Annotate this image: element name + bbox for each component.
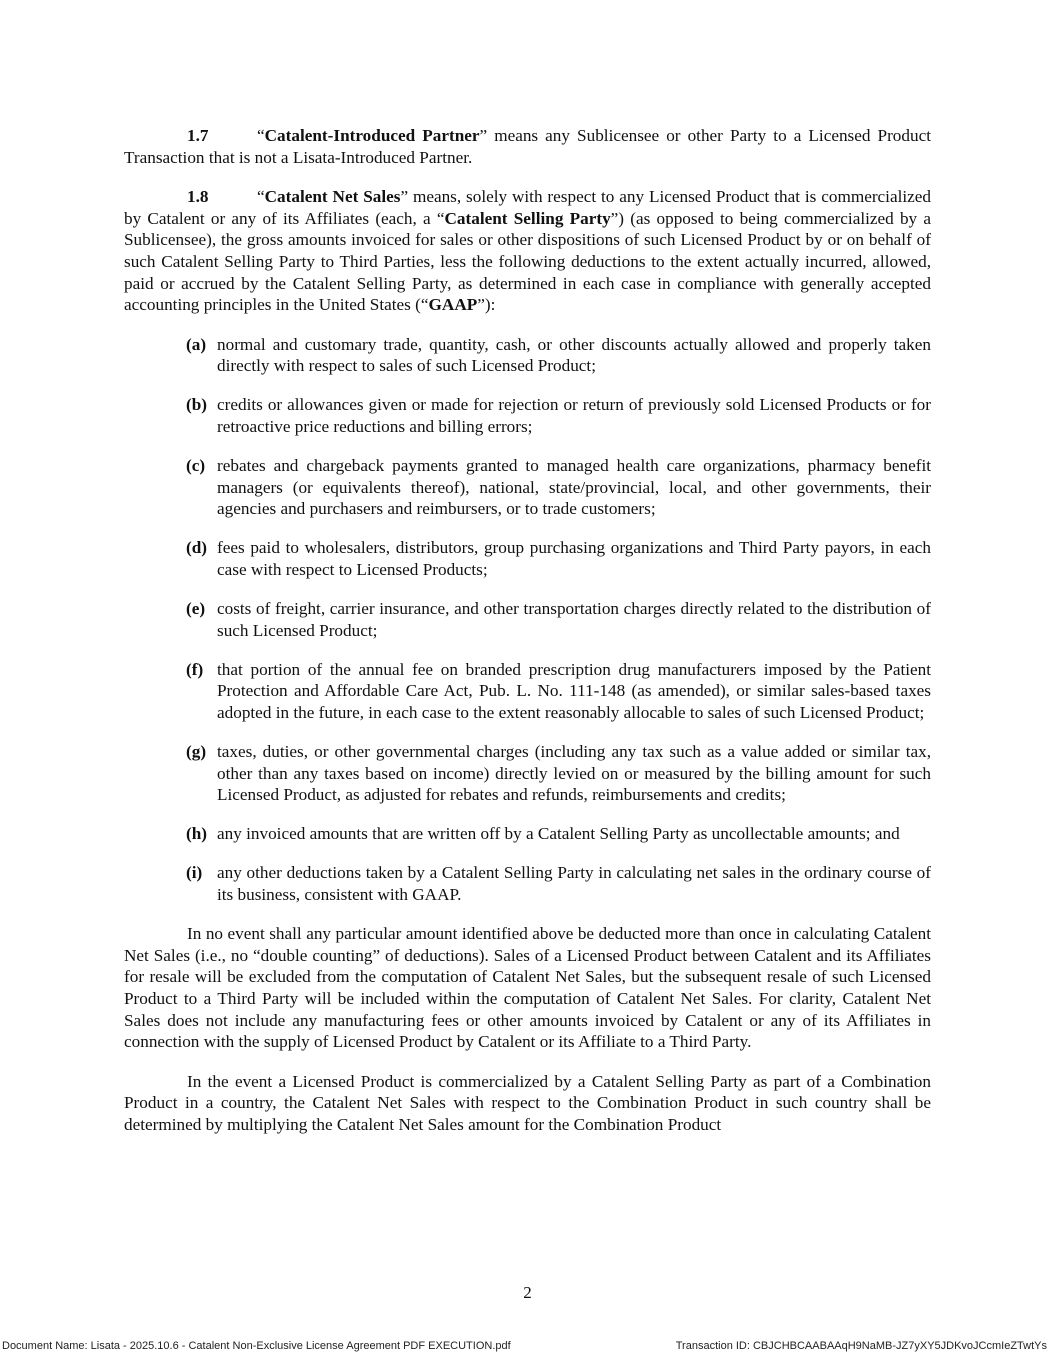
list-item-text: rebates and chargeback payments granted to managed health care organizations, pharmacy benefit managers (or equivalents thereof), national, state/provincial, local, and other governments, their agencies and purchasers and reimbursers, or to trade customers; (217, 456, 931, 519)
list-item (124, 862, 931, 905)
list-item-text: any other deductions taken by a Catalent Selling Party in calculating net sales in the ordinary course of its business, consistent with GAAP. (217, 863, 931, 905)
list-item-label: (b) (186, 395, 208, 415)
body-paragraph: In the event a Licensed Product is commercialized by a Catalent Selling Party as part of a Combination Product in a country, the Catalent Net Sales with respect to the Combination Product in such country shall be determined by multiplying the Catalent Net Sales amount for the Combination Product (124, 1071, 931, 1134)
list-item-text: that portion of the annual fee on branded prescription drug manufacturers imposed by the Patient Protection and Affordable Care Act, Pub. L. No. 111-148 (as amended), or similar sales-based taxes adopted in the future, in each case to the extent reasonably allocable to sales of such Licensed Product; (217, 659, 931, 722)
list-item-label: (f) (186, 659, 204, 679)
list-item (124, 598, 931, 641)
section-text: ” means, solely with respect to any Licensed Product that is commercialized by Catalent or any of its Affiliates (each, a “ (124, 187, 931, 228)
list-item (124, 394, 931, 437)
document-footer (0, 1340, 1055, 1356)
list-item (124, 741, 931, 806)
list-item-text: taxes, duties, or other governmental charges (including any tax such as a value added or similar tax, other than any taxes based on income) directly levied on or measured by the billing amount for such Licensed Product, as adjusted for rebates and refunds, reimbursements and credits; (217, 742, 931, 805)
list-item-label: (h) (186, 824, 208, 844)
list-item-text: any invoiced amounts that are written off by a Catalent Selling Party as uncollectable amounts; and (217, 824, 900, 844)
list-item-label: (d) (186, 538, 208, 558)
defined-term: Catalent-Introduced Partner (264, 126, 480, 145)
list-item (124, 537, 931, 580)
list-item-label: (i) (186, 863, 203, 883)
section-text: ”): (477, 295, 496, 315)
list-item (124, 823, 931, 845)
defined-term: Catalent Net Sales (264, 187, 401, 207)
section-number: 1.8 (187, 187, 209, 207)
list-item-text: normal and customary trade, quantity, cash, or other discounts actually allowed and properly taken directly with respect to sales of such Licensed Product; (217, 334, 931, 376)
list-item-text: credits or allowances given or made for rejection or return of previously sold Licensed Products or for retroactive price reductions and billing errors; (217, 395, 931, 437)
section-text: ” means any Sublicensee or other Party to a Licensed Product Transaction that is not a Lisata-Introduced Partner. (124, 126, 931, 167)
body-paragraph: In no event shall any particular amount identified above be deducted more than once in calculating Catalent Net Sales (i.e., no “double counting” of deductions). Sales of a Licensed Product between Catalent and its Affiliates for resale will be excluded from the computation of Catalent Net Sales, but the subsequent resale of such Licensed Product to a Third Party will be included within the computation of Catalent Net Sales. For clarity, Catalent Net Sales does not include any manufacturing fees or other amounts invoiced by Catalent or any of its Affiliates in connection with the supply of Licensed Product by Catalent or its Affiliate to a Third Party. (124, 924, 931, 1052)
list-item (124, 659, 931, 724)
list-item-label: (g) (186, 742, 207, 762)
list-item-label: (e) (186, 599, 206, 619)
list-item-text: fees paid to wholesalers, distributors, group purchasing organizations and Third Party payors, in each case with respect to Licensed Products; (217, 538, 931, 579)
list-item-text: costs of freight, carrier insurance, and other transportation charges directly related to the distribution of such Licensed Product; (217, 599, 931, 640)
document-page (124, 125, 931, 1153)
section-text: ”) (as opposed to being commercialized by a Sublicensee), the gross amounts invoiced for sales or other dispositions of such Licensed Product by or on behalf of such Catalent Selling Party to Third Parties, less the following deductions to the extent actually incurred, allowed, paid or accrued by the Catalent Selling Party, as determined in each case in compliance with generally accepted accounting principles in the United States (“ (124, 208, 931, 315)
section-1-8: 1.8 “Catalent Net Sales” means, solely with respect to any Licensed Product that is commercialized by Catalent or any of its Affiliates (each, a “Catalent Selling Party”) (as opposed to being commercialized by a Sublicensee), the gross amounts invoiced for sales or other dispositions of such Licensed Product by or on behalf of such Catalent Selling Party to Third Parties, less the following deductions to the extent actually incurred, allowed, paid or accrued by the Catalent Selling Party, as determined in each case in compliance with generally accepted accounting principles in the United States (“GAAP”): (124, 187, 931, 315)
list-item-label: (c) (186, 456, 206, 476)
section-1-7: 1.7 “Catalent-Introduced Partner” means any Sublicensee or other Party to a Licensed Product Transaction that is not a Lisata-Introduced Partner. (124, 126, 931, 167)
list-item-label: (a) (186, 334, 207, 354)
deductions-list (124, 334, 931, 906)
defined-term: GAAP (428, 295, 478, 315)
section-number: 1.7 (187, 126, 209, 145)
defined-term: Catalent Selling Party (444, 208, 611, 228)
page-number: 2 (523, 1283, 532, 1302)
list-item (124, 455, 931, 520)
footer-document-name: Document Name: Lisata - 2025.10.6 - Catalent Non-Exclusive License Agreement PDF EXECUTION.pdf (2, 1340, 511, 1352)
list-item (124, 334, 931, 377)
footer-transaction-id: Transaction ID: CBJCHBCAABAAqH9NaMB-JZ7yXY5JDKvoJCcmIeZTwtYs (675, 1340, 1047, 1352)
